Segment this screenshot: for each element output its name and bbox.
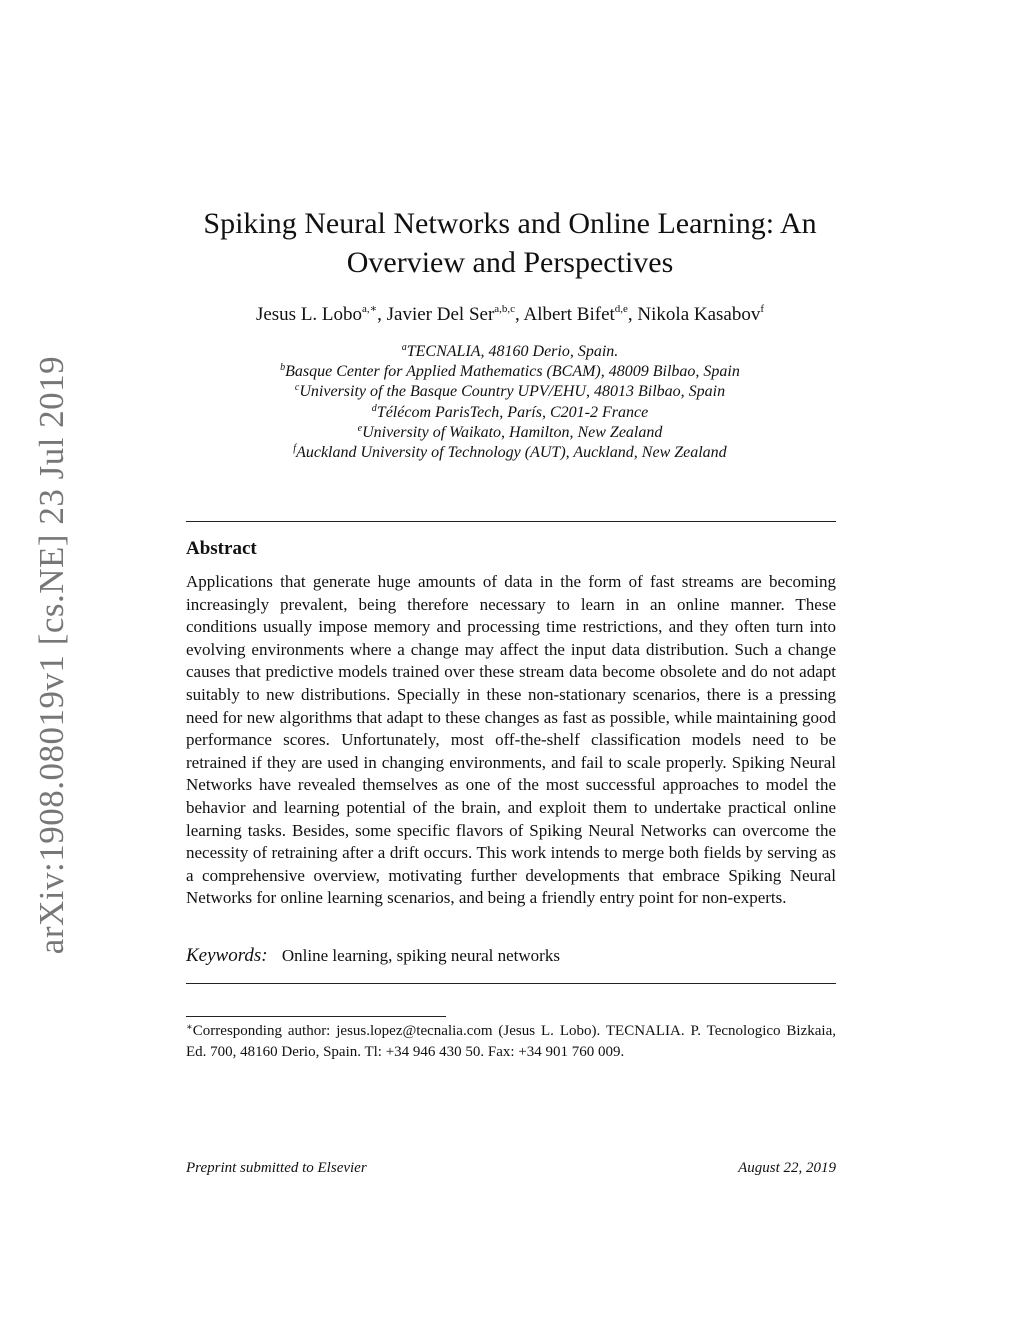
preprint-note: Preprint submitted to Elsevier [186,1160,367,1176]
abstract-bottom-rule [186,983,836,984]
affiliation-list [150,342,870,463]
date: August 22, 2019 [738,1160,836,1176]
affiliation: $^f$Auckland University of Technology (AUT), Auckland, New Zealand [293,443,727,462]
affiliation: $^b$Basque Center for Applied Mathematics (BCAM), 48009 Bilbao, Spain [280,362,740,381]
title-line-1: Spiking Neural Networks and Online Learning: An [203,207,817,240]
abstract-text: Applications that generate huge amounts of data in the form of fast streams are becoming increasingly prevalent, being therefore necessary to learn in an online manner. These conditions usually impose memory and processing time restrictions, and they often turn into evolving environments where a change may affect the input data distribution. Such a change causes that predictive models trained over these stream data become obsolete and do not adapt suitably to new distributions. Specially in these non-stationary scenarios, there is a pressing need for new algorithms that adapt to these changes as fast as possible, while maintaining good performance scores. Unfortunately, most off-the-shelf classification models need to be retrained if they are used in changing environments, and fail to scale properly. Spiking Neural Networks have revealed themselves as one of the most successful approaches to model the behavior and learning potential of the brain, and exploit them to undertake practical online learning tasks. Besides, some specific flavors of Spiking Neural Networks can overcome the necessity of retraining after a drift occurs. This work intends to merge both fields by serving as a comprehensive overview, motivating further developments that embrace Spiking Neural Networks for online learning scenarios, and being a friendly entry point for non-experts. [186,572,836,908]
affiliation: $^c$University of the Basque Country UPV/EHU, 48013 Bilbao, Spain [294,382,726,401]
footnote-rule [186,1016,446,1017]
author-list [150,302,870,328]
keywords-text: Online learning, spiking neural networks [281,946,560,965]
arxiv-sidebar-stamp [32,355,72,955]
arxiv-identifier: arXiv:1908.08019v1 [cs.NE] 23 Jul 2019 [32,355,71,955]
abstract-top-rule [186,521,836,522]
author: Albert Bifet$^{d,e}$, [523,303,638,325]
affiliation: $^d$Télécom ParisTech, París, C201-2 France [371,402,649,421]
author: Nikola Kasabov$^f$ [637,303,765,325]
affiliation: $^a$TECNALIA, 48160 Derio, Spain. [401,342,619,360]
title-line-2: Overview and Perspectives [346,246,674,279]
keywords [186,945,836,967]
author: Javier Del Ser$^{a,b,c}$, [386,303,524,325]
corresponding-author-footnote [186,1021,836,1063]
footnote-marker: ∗ [186,1022,193,1033]
author: Jesus L. Lobo$^{a,∗}$, [255,303,387,325]
paper-title [150,204,870,282]
affiliation: $^e$University of Waikato, Hamilton, New Zealand [357,422,663,441]
footnote-text: Corresponding author: jesus.lopez@tecnalia.com (Jesus L. Lobo). TECNALIA. P. Tecnologico Bizkaia, Ed. 700, 48160 Derio, Spain. Tl: +34 946 430 50. Fax: +34 901 760 009. [186,1023,836,1060]
keywords-label: Keywords: [186,945,268,966]
abstract-heading: Abstract [186,538,257,559]
